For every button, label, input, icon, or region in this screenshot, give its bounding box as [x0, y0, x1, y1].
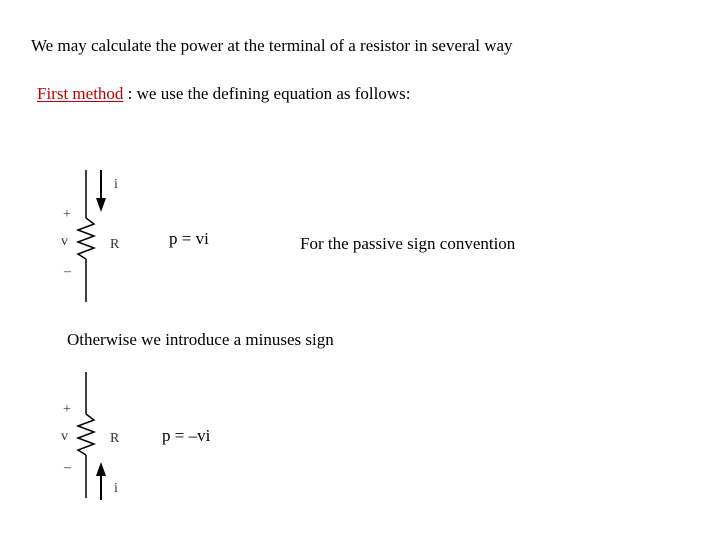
- active-current-label: i: [114, 481, 118, 496]
- passive-current-label: i: [114, 177, 118, 192]
- active-equation: p = –vi: [162, 426, 211, 445]
- passive-resistor-zigzag: [78, 218, 94, 259]
- passive-plus-label: +: [63, 207, 71, 222]
- passive-current-arrow-head: [96, 198, 106, 212]
- passive-voltage-label: v: [61, 234, 68, 249]
- active-resistor-zigzag: [78, 414, 94, 455]
- active-plus-label: +: [63, 402, 71, 417]
- active-resistor-label: R: [110, 431, 120, 446]
- active-minus-label: –: [64, 460, 71, 475]
- first-method-separator: :: [123, 84, 137, 103]
- otherwise-text: Otherwise we introduce a minuses sign: [67, 330, 334, 349]
- passive-equation: p = vi: [169, 229, 209, 248]
- passive-minus-label: –: [64, 264, 71, 279]
- passive-circuit: [78, 170, 106, 302]
- active-circuit: [78, 372, 106, 500]
- first-method-label: First method: [37, 84, 124, 103]
- active-current-arrow-head: [96, 462, 106, 476]
- passive-resistor-label: R: [110, 237, 120, 252]
- passive-convention-note: For the passive sign convention: [300, 234, 516, 253]
- active-voltage-label: v: [61, 429, 68, 444]
- intro-text: We may calculate the power at the terminal of a resistor in several way: [31, 36, 513, 55]
- first-method-text: we use the defining equation as follows:: [136, 84, 411, 103]
